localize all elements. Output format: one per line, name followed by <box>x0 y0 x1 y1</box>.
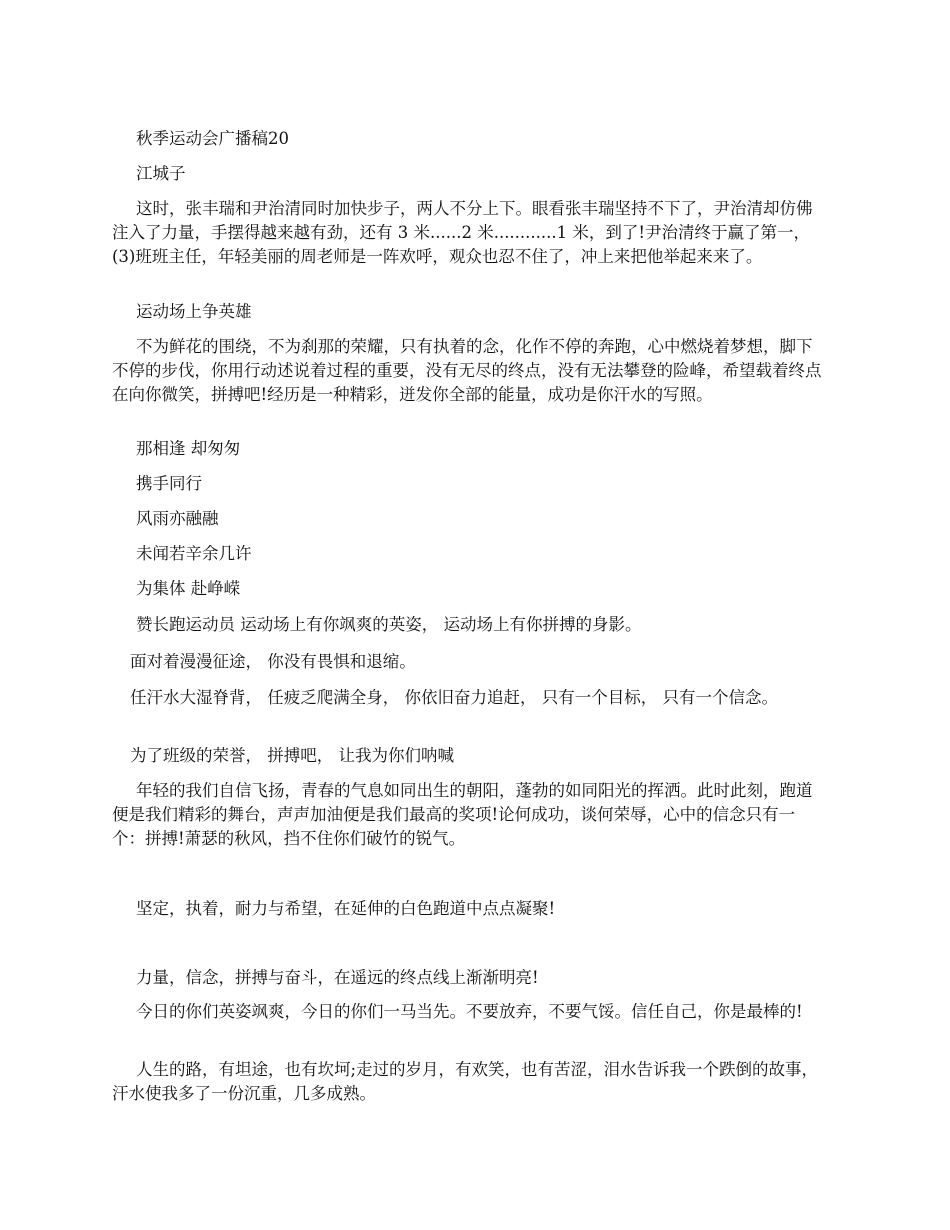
paragraph-15: 坚定，执着，耐力与希望，在延伸的白色跑道中点点凝聚! <box>136 899 556 918</box>
paragraph-7: 风雨亦融融 <box>136 509 219 528</box>
paragraph-10: 赞长跑运动员 运动场上有你飒爽的英姿， 运动场上有你拼搏的身影。 <box>136 615 642 634</box>
document-title: 秋季运动会广播稿20 <box>136 129 289 148</box>
paragraph-17: 今日的你们英姿飒爽，今日的你们一马当先。不要放弃，不要气馁。信任自己，你是最棒的! <box>136 1002 803 1021</box>
paragraph-18: 人生的路，有坦途，也有坎坷;走过的岁月，有欢笑，也有苦涩，泪水告诉我一个跌倒的故事，汗水使我多了一份沉重，几多成熟。 <box>112 1060 819 1103</box>
paragraph-8: 未闻若辛余几许 <box>136 544 252 563</box>
paragraph-6: 携手同行 <box>136 474 202 493</box>
paragraph-13: 为了班级的荣誉， 拼搏吧， 让我为你们呐喊 <box>130 746 454 765</box>
paragraph-5: 那相逢 却匆匆 <box>136 439 241 458</box>
paragraph-16: 力量，信念，拼搏与奋斗，在遥远的终点线上渐渐明亮! <box>136 968 539 987</box>
paragraph-3: 运动场上争英雄 <box>136 302 252 321</box>
paragraph-11: 面对着漫漫征途， 你没有畏惧和退缩。 <box>130 652 416 671</box>
paragraph-4: 不为鲜花的围绕，不为刹那的荣耀，只有执着的念，化作不停的奔跑，心中燃烧着梦想，脚下不停的步伐，你用行动述说着过程的重要，没有无尽的终点，没有无法攀登的险峰，希望载着终点在向你微笑，拼搏吧!经历是一种精彩，迸发你全部的能量，成功是你汗水的写照。 <box>112 337 822 404</box>
paragraph-2: 这时，张丰瑞和尹治清同时加快步子，两人不分上下。眼看张丰瑞坚持不下了，尹治清却仿佛注入了力量，手摆得越来越有劲，还有 3 米......2 米............1 米，到了!尹治清终于赢了第一，(3)班班主任，年轻美丽的周老师是一阵欢呼，观众也忍不住了，冲上来把他举起来来了。 <box>112 199 813 266</box>
paragraph-12: 任汗水大湿脊背， 任疲乏爬满全身， 你依旧奋力追赶， 只有一个目标， 只有一个信念。 <box>130 688 778 707</box>
paragraph-9: 为集体 赴峥嵘 <box>136 579 241 598</box>
paragraph-14: 年轻的我们自信飞扬，青春的气息如同出生的朝阳，蓬勃的如同阳光的挥洒。此时此刻，跑道便是我们精彩的舞台，声声加油便是我们最高的奖项!论何成功，谈何荣辱，心中的信念只有一个：拼搏!萧瑟的秋风，挡不住你们破竹的锐气。 <box>112 781 813 848</box>
paragraph-1: 江城子 <box>136 164 186 183</box>
